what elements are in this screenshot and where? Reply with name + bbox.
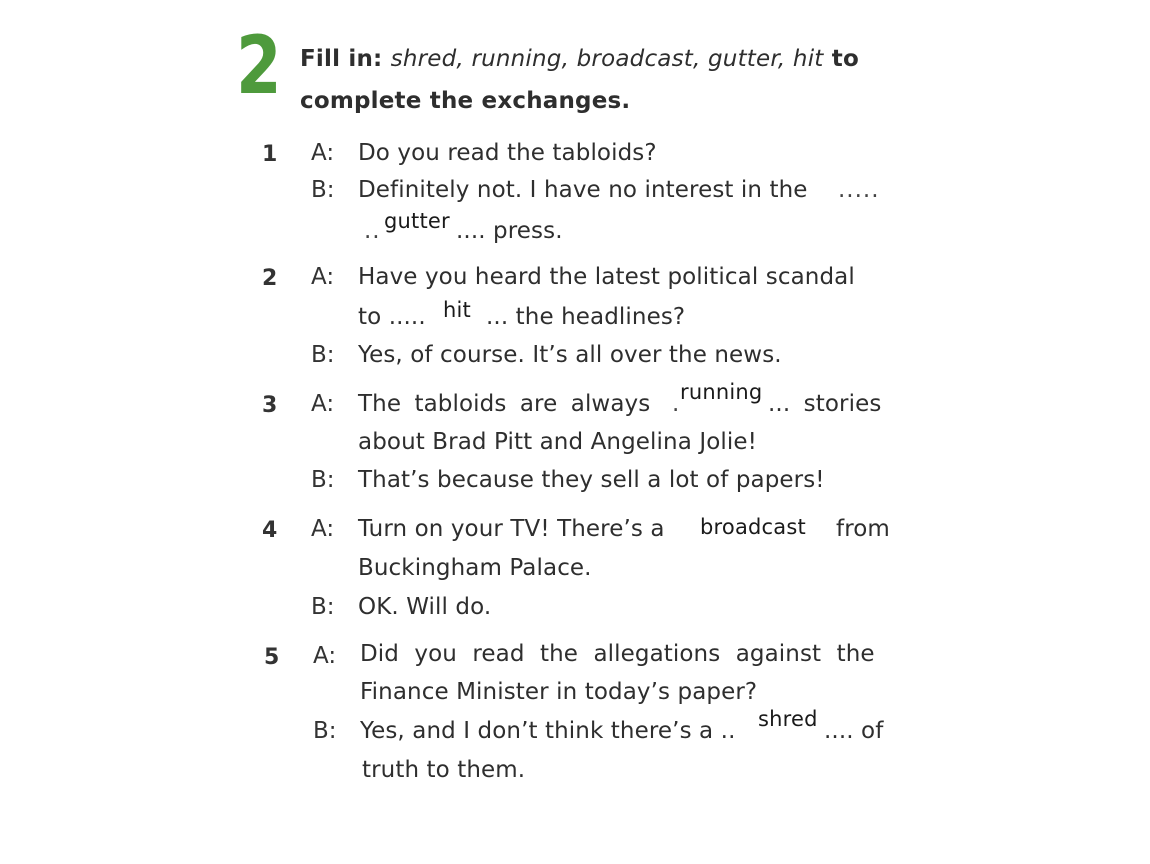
- item-4-a-text-end: from: [836, 516, 890, 542]
- instruction-suffix: to: [831, 46, 859, 72]
- item-1-b-label: B:: [311, 177, 335, 203]
- item-1-a-text: Do you read the tabloids?: [358, 140, 657, 166]
- item-5-b-text-end: .... of: [824, 718, 884, 744]
- item-5-a-label: A:: [313, 643, 337, 669]
- item-3-a-label: A:: [311, 391, 335, 417]
- instruction-line-1: [300, 46, 859, 72]
- item-1-answer: gutter: [384, 209, 450, 233]
- item-4-b-label: B:: [311, 594, 335, 620]
- item-5-b-label: B:: [313, 718, 337, 744]
- item-1-b-text-end: .... press.: [456, 218, 563, 244]
- item-2-b-text: Yes, of course. It’s all over the news.: [358, 342, 782, 368]
- item-3-a-text: The tabloids are always: [358, 391, 651, 417]
- item-1-a-label: A:: [311, 140, 335, 166]
- item-2-a-text-start: to .....: [358, 304, 426, 330]
- item-4-a-text-line2: Buckingham Palace.: [358, 555, 592, 581]
- item-1-b-dots-end: .....: [838, 177, 880, 203]
- item-3-answer: running: [680, 380, 763, 404]
- item-4-answer: broadcast: [700, 515, 806, 539]
- item-4-b-text: OK. Will do.: [358, 594, 492, 620]
- item-4-number: 4: [262, 518, 278, 543]
- item-5-a-text-line2: Finance Minister in today’s paper?: [360, 679, 758, 705]
- item-3-b-label: B:: [311, 467, 335, 493]
- item-2-b-label: B:: [311, 342, 335, 368]
- item-3-a-text-end: ... stories: [768, 391, 882, 417]
- item-5-number: 5: [264, 645, 280, 670]
- item-2-a-text-end: ... the headlines?: [486, 304, 686, 330]
- item-4-a-label: A:: [311, 516, 335, 542]
- exercise-number: 2: [236, 19, 281, 112]
- item-5-a-text: Did you read the allegations against the: [360, 641, 875, 667]
- item-5-answer: shred: [758, 707, 818, 731]
- item-5-b-text-line2: truth to them.: [362, 757, 526, 783]
- instruction-words: shred, running, broadcast, gutter, hit: [390, 46, 824, 72]
- item-2-number: 2: [262, 266, 278, 291]
- item-3-a-text-line2: about Brad Pitt and Angelina Jolie!: [358, 429, 757, 455]
- item-5-b-text: Yes, and I don’t think there’s a ..: [360, 718, 736, 744]
- item-2-a-text: Have you heard the latest political scandal: [358, 264, 855, 290]
- item-1-number: 1: [262, 142, 278, 167]
- instruction-prefix: Fill in:: [300, 46, 383, 72]
- instruction-line-2: complete the exchanges.: [300, 88, 631, 114]
- item-2-answer: hit: [443, 298, 471, 322]
- item-3-number: 3: [262, 393, 278, 418]
- item-1-b-dots-start: ..: [364, 218, 381, 244]
- item-2-a-label: A:: [311, 264, 335, 290]
- item-3-a-dots-start: .: [672, 391, 681, 417]
- item-3-b-text: That’s because they sell a lot of papers!: [358, 467, 825, 493]
- item-4-a-text: Turn on your TV! There’s a: [358, 516, 665, 542]
- item-1-b-text: Definitely not. I have no interest in the: [358, 177, 808, 203]
